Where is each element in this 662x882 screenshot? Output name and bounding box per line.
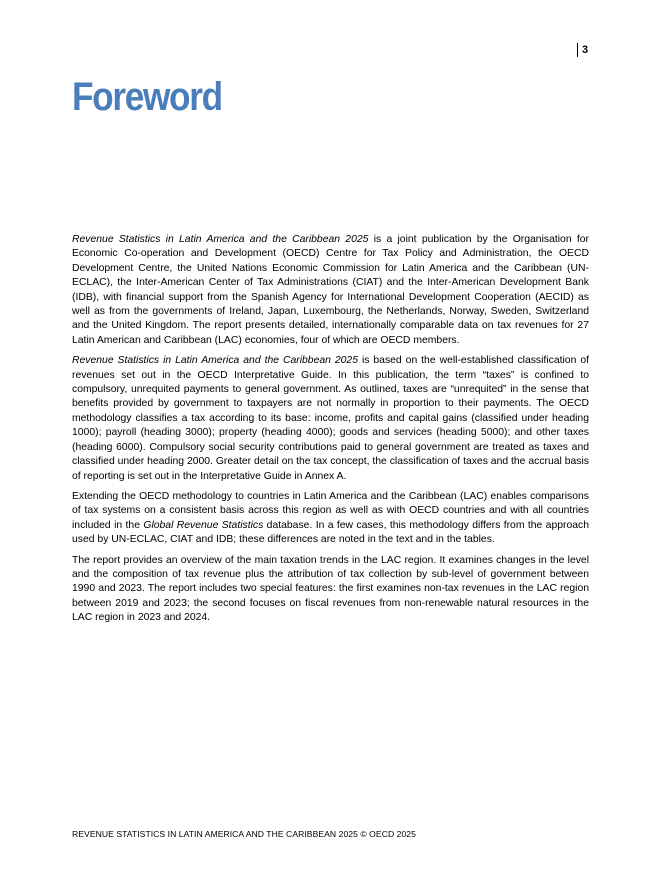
paragraph-text: is a joint publication by the Organisation for Economic Co-operation and Development (OECD) Centre for Tax Policy and Administration, the OECD Development Centre, the United Nations Economic Commission for Latin America and the Caribbean (UN-ECLAC), the Inter-American Center of Tax Administrations (CIAT) and the Inter-American Development Bank (IDB), with financial support from the Spanish Agency for International Development Cooperation (AECID) as well as from the governments of Ireland, Japan, Luxembourg, the Netherlands, Norway, Sweden, Switzerland and the United Kingdom. The report presents detailed, internationally comparable data on tax revenues for 27 Latin American and Caribbean (LAC) economies, four of which are OECD members. xyxy=(72,234,589,346)
page-title: Foreword xyxy=(72,75,222,119)
publication-title: Revenue Statistics in Latin America and the Caribbean 2025 xyxy=(72,234,369,245)
paragraph-2 xyxy=(72,354,589,484)
page-footer: REVENUE STATISTICS IN LATIN AMERICA AND THE CARIBBEAN 2025 © OECD 2025 xyxy=(72,829,416,839)
database-title: Global Revenue Statistics xyxy=(143,519,264,531)
paragraph-1 xyxy=(72,233,589,348)
paragraph-3 xyxy=(72,490,589,548)
paragraph-text: database. In a few cases, this methodology differs from the approach used by UN-ECLAC, CIAT and IDB; these differences are noted in the text and in the tables. xyxy=(72,519,589,546)
paragraph-text: The report provides an overview of the main taxation trends in the LAC region. It examines changes in the level and the composition of tax revenue plus the attribution of tax collection by sub-level of government between 1990 and 2023. The report includes two special features: the first examines non-tax revenues in the LAC region between 2019 and 2023; the second focuses on fiscal revenues from non-renewable natural resources in the LAC region in 2023 and 2024. xyxy=(72,554,589,624)
publication-title: Revenue Statistics in Latin America and the Caribbean 2025 xyxy=(72,355,358,367)
foreword-body xyxy=(72,233,589,632)
paragraph-4 xyxy=(72,554,589,626)
paragraph-text: is based on the well-established classification of revenues set out in the OECD Interpretative Guide. In this publication, the term “taxes” is confined to compulsory, unrequited payments to general government. As outlined, taxes are “unrequited” in the sense that benefits provided by government to taxpayers are not normally in proportion to their payments. The OECD methodology classifies a tax according to its base: income, profits and capital gains (classified under heading 1000); payroll (heading 3000); property (heading 4000); goods and services (heading 5000); and other taxes (heading 6000). Compulsory social security contributions paid to general government are treated as taxes and classified under heading 2000. Greater detail on the tax concept, the classification of taxes and the accrual basis of reporting is set out in the Interpretative Guide in Annex A. xyxy=(72,355,589,482)
paragraph-text: Extending the OECD methodology to countries in Latin America and the Caribbean (LAC) enables comparisons of tax systems on a consistent basis across this region as well as with OECD countries and with all countries included in the xyxy=(72,490,589,531)
page-number: 3 xyxy=(577,43,588,57)
